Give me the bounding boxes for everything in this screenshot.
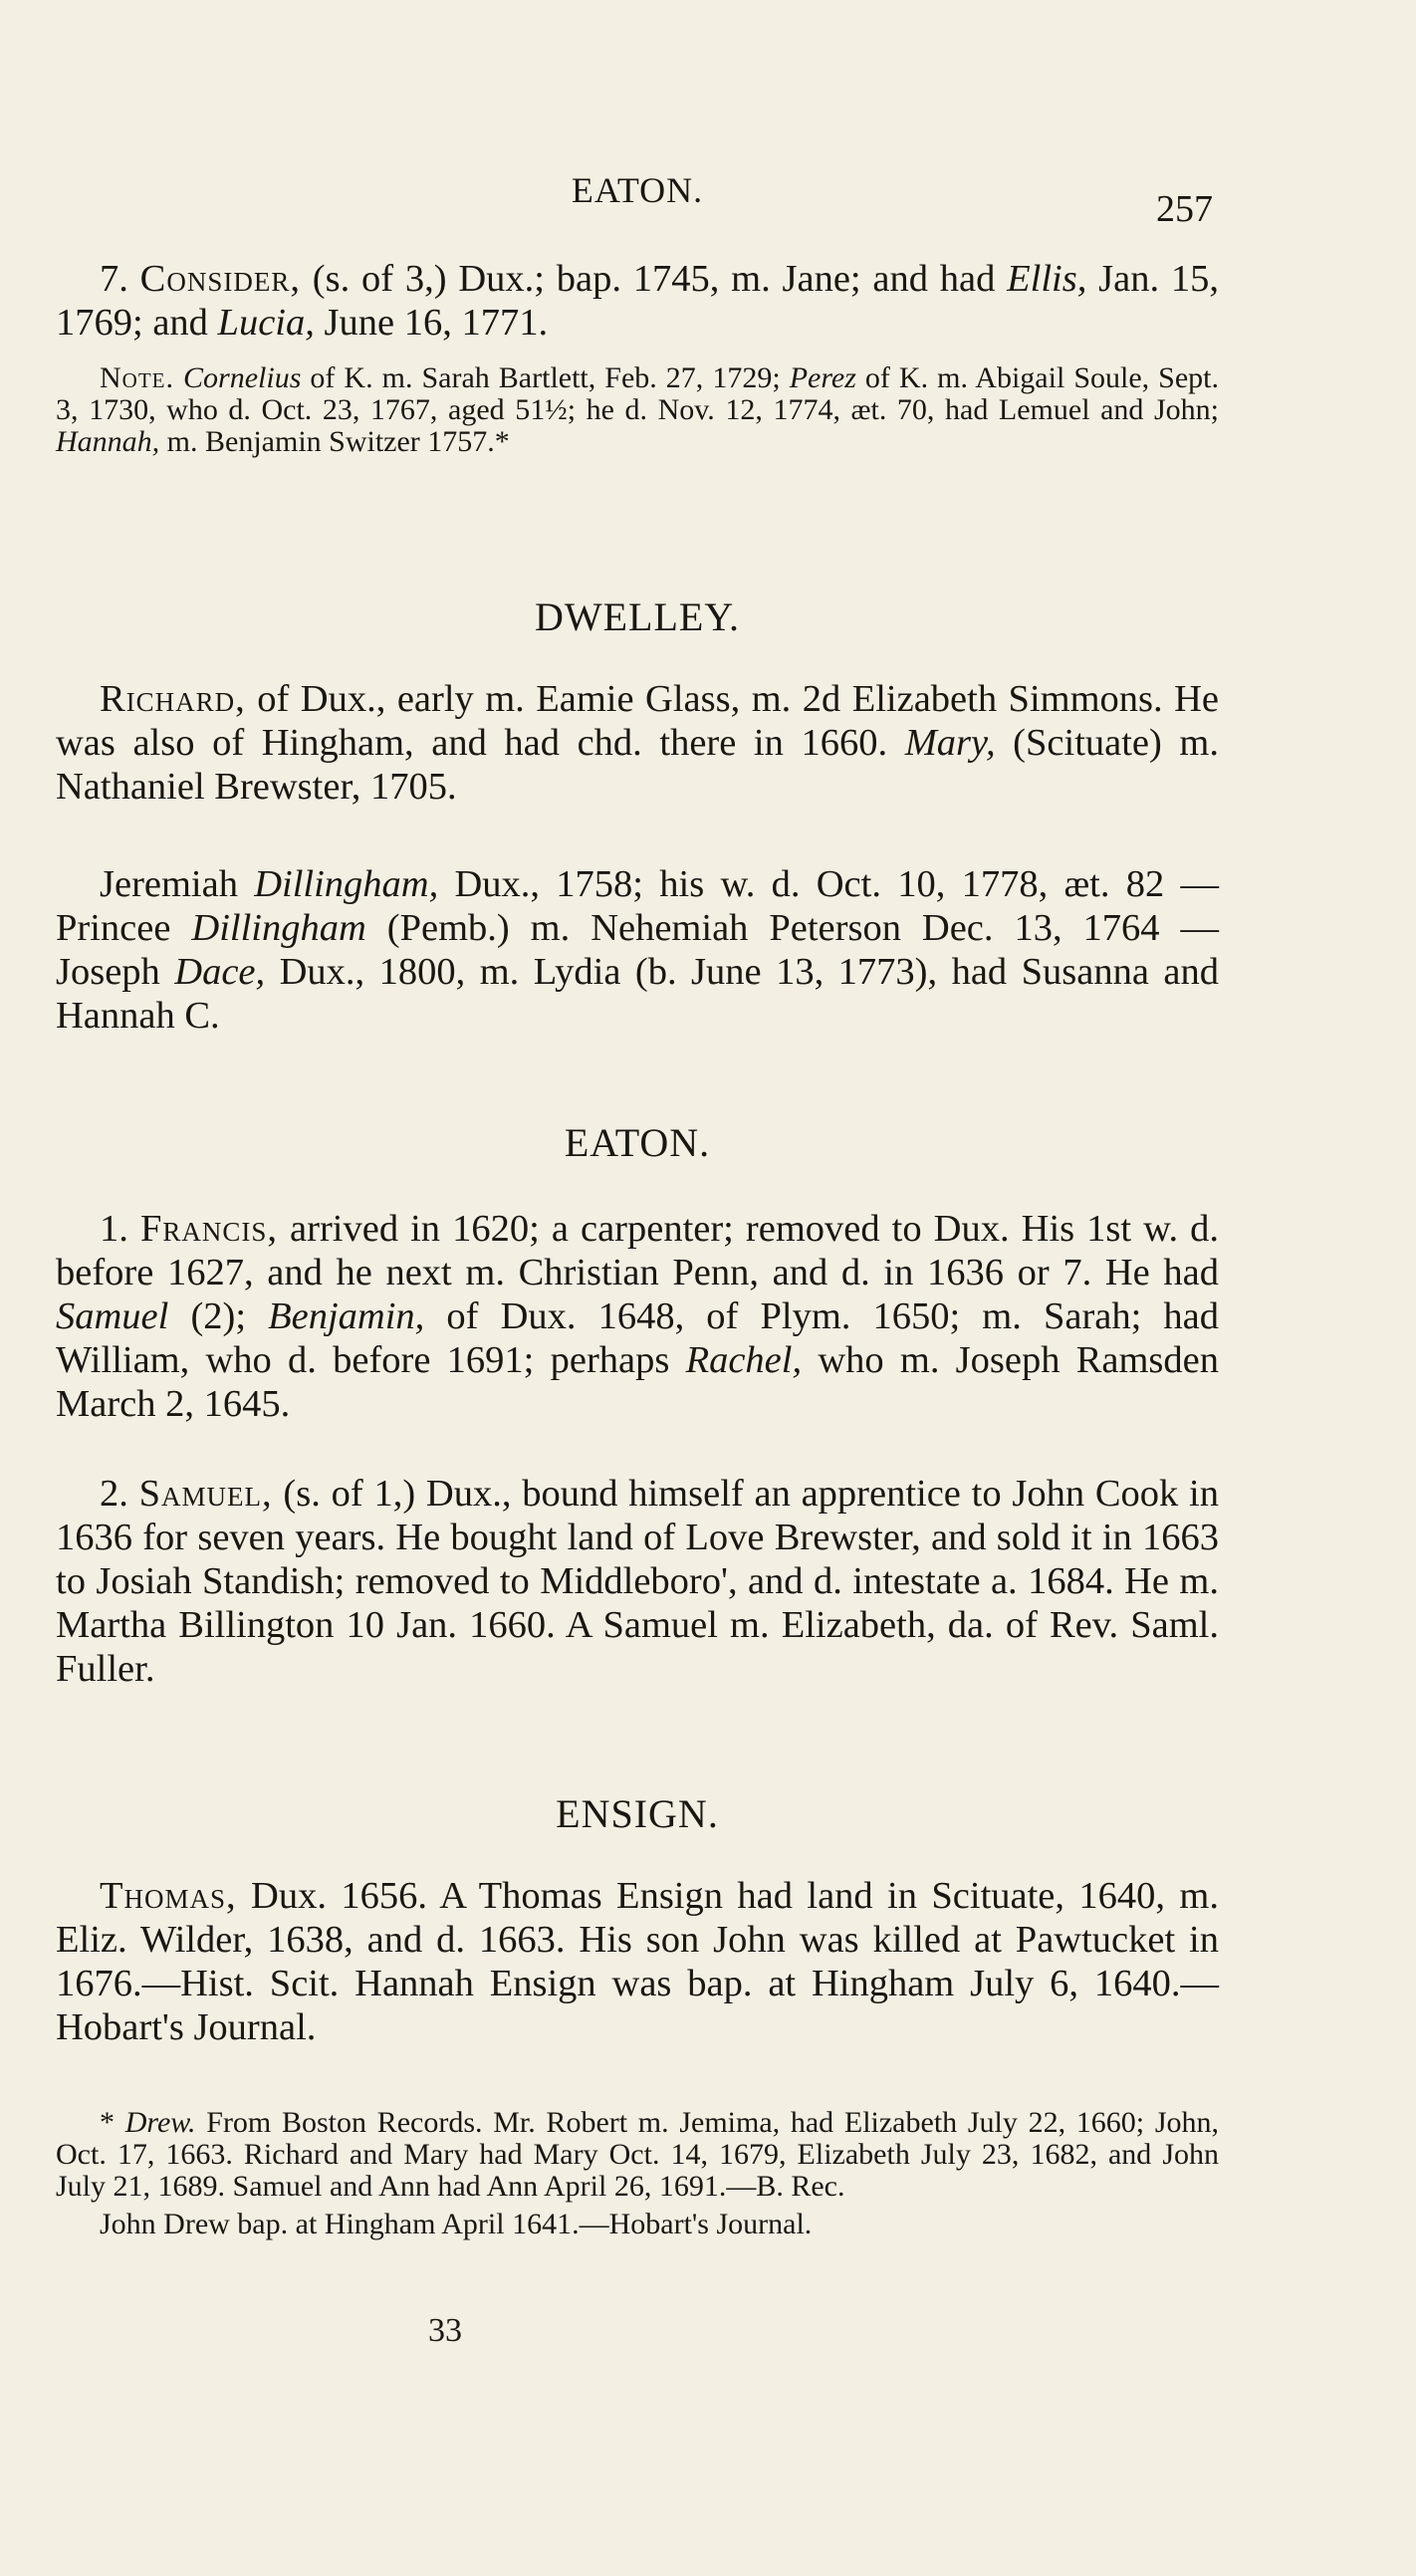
person-name: Drew. [124,2106,196,2139]
child-name: Mary, [904,722,996,764]
footnote-text: From Boston Records. Mr. Robert m. Jemima, had Elizabeth July 22, 1660; John, Oct. 17, 1663. Richard and Mary had Mary Oct. 14, 1679, Elizabeth July 23, 1682, and John July 21, 1689. Samuel and Ann had Ann April 26, 1691.—B. Rec. [56,2106,1219,2203]
entry-text: (s. of 1,) Dux., bound himself an apprentice to John Cook in 1636 for seven years. He bought land of Love Brewster, and sold it in 1663 to Josiah Standish; removed to Middleboro', and d. intestate a. 1684. He m. Martha Billington 10 Jan. 1660. A Samuel m. Elizabeth, da. of Rev. Saml. Fuller. [56,1473,1219,1690]
entry-text: Jeremiah [100,863,255,905]
entry-number: 1. [100,1208,128,1250]
person-name: Consider, [139,258,301,300]
entry-richard [56,677,1219,809]
running-head [56,169,1219,229]
child-name: Benjamin, [268,1295,425,1337]
entry-number: 2. [100,1473,128,1515]
footnote [56,2107,1219,2240]
footnote-line-2: John Drew bap. at Hingham April 1641.—Hobart's Journal. [100,2208,813,2240]
note-block [56,362,1219,458]
section-heading-ensign: ENSIGN. [556,1791,719,1836]
entry-consider-paragraph [56,257,1219,345]
entry-samuel-paragraph [56,1472,1219,1691]
entry-text: Dux., 1758; his w. d. Oct. 10, 1778, æt. 82 — Princee [56,863,1219,949]
entry-text: arrived in 1620; a carpenter; removed to Dux. His 1st w. d. before 1627, and he next m. Christian Penn, and d. in 1636 or 7. He had [56,1208,1220,1293]
person-name: Thomas, [100,1875,237,1917]
person-name: Perez [789,361,856,394]
entry-text: of Dux., early m. Eamie Glass, m. 2d Elizabeth Simmons. He was also of Hingham, and had chd. there in 1660. [56,678,1219,764]
note-text: m. Benjamin Switzer 1757.* [159,425,510,458]
note-label: Note. [100,361,174,394]
person-name: Richard, [100,678,246,720]
entry-thomas-paragraph [56,1874,1219,2049]
entry-text: (Scituate) m. Nathaniel Brewster, 1705. [56,722,1220,808]
page-number: 257 [1156,188,1213,230]
entry-samuel [56,1472,1219,1691]
entry-consider [56,257,1219,345]
entry-francis [56,1207,1219,1426]
child-name: Ellis, [1007,258,1087,300]
entry-misc-paragraph [56,862,1219,1038]
child-name: Rachel, [685,1339,803,1381]
person-name: Samuel, [138,1473,273,1515]
entry-text: Jan. 15, 1769; and [56,258,1220,344]
entry-text: who m. Joseph Ramsden March 2, 1645. [56,1339,1219,1425]
person-name: Dace, [174,951,266,993]
entry-text: of Dux. 1648, of Plym. 1650; m. Sarah; had William, who d. before 1691; perhaps [56,1295,1219,1381]
entry-thomas [56,1874,1219,2049]
child-name: Samuel [56,1295,169,1337]
person-name: Francis, [139,1208,278,1250]
footnote-marker: * [100,2106,125,2139]
person-name: Cornelius [183,361,302,394]
section-heading-dwelley: DWELLEY. [534,594,741,639]
person-name: Dillingham, [254,863,439,905]
entry-text: June 16, 1771. [314,302,549,344]
running-title: EATON. [571,170,704,210]
entry-number: 7. [100,258,128,300]
entry-misc [56,862,1219,1038]
footnote-paragraph [56,2107,1219,2203]
entry-francis-paragraph [56,1207,1219,1426]
entry-text: Dux. 1656. A Thomas Ensign had land in Scituate, 1640, m. Eliz. Wilder, 1638, and d. 1663. His son John was killed at Pawtucket in 1676.—Hist. Scit. Hannah Ensign was bap. at Hingham July 6, 1640.—Hobart's Journal. [56,1875,1219,2048]
note-paragraph [56,362,1219,458]
folio: 33 [428,2312,462,2349]
note-text: of K. m. Sarah Bartlett, Feb. 27, 1729; [301,361,790,394]
entry-text: (2); [168,1295,269,1337]
person-name: Hannah, [56,425,160,458]
person-name: Dillingham [191,907,366,949]
child-name: Lucia, [217,302,315,344]
section-heading-eaton: EATON. [564,1120,711,1165]
entry-text: Dux., 1800, m. Lydia (b. June 13, 1773), had Susanna and Hannah C. [56,951,1220,1037]
entry-text: (Pemb.) m. Nehemiah Peterson Dec. 13, 1764 — Joseph [56,907,1219,993]
entry-text: (s. of 3,) Dux.; bap. 1745, m. Jane; and had [300,258,1008,300]
entry-richard-paragraph [56,677,1219,809]
note-text: of K. m. Abigail Soule, Sept. 3, 1730, who d. Oct. 23, 1767, aged 51½; he d. Nov. 12, 1774, æt. 70, had Lemuel and John; [56,361,1220,426]
